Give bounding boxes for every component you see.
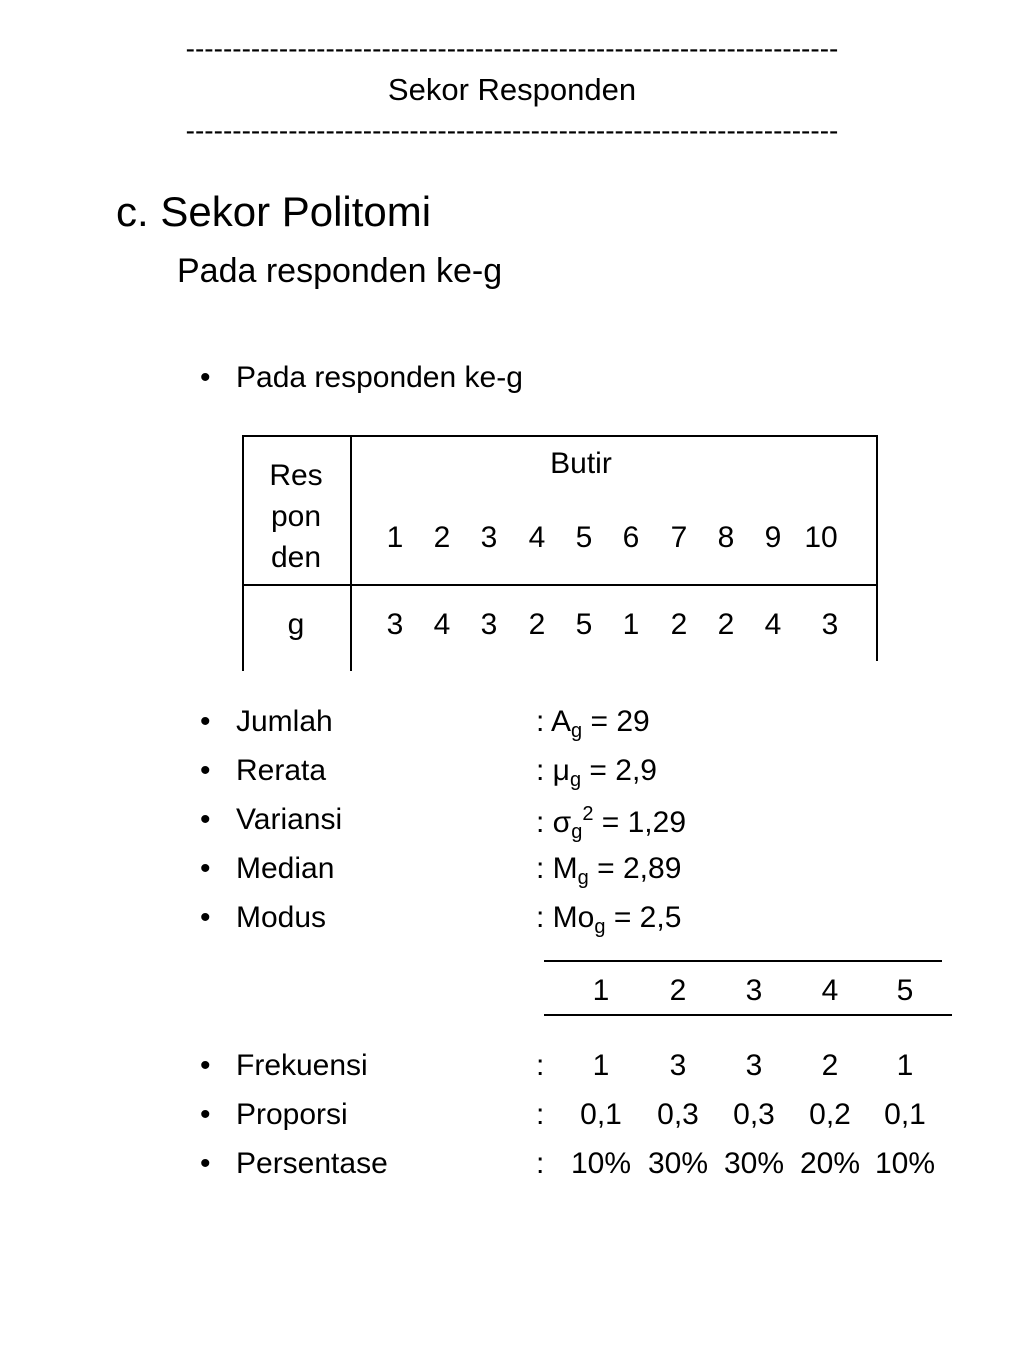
bullet-dot: • [200, 1098, 211, 1131]
bullet-dot: • [200, 901, 211, 934]
column-header: 8 [717, 521, 735, 554]
freq-column-header: 3 [745, 974, 763, 1007]
freq-row-label: Frekuensi [236, 1049, 368, 1082]
row-header-line: Res [269, 459, 323, 492]
score-table [242, 435, 878, 671]
bullet-dot: • [200, 754, 211, 787]
score-cell: 3 [821, 608, 839, 641]
freq-column-header: 4 [821, 974, 839, 1007]
butir-header: Butir [550, 447, 612, 480]
column-header: 10 [804, 521, 838, 554]
freq-cell: 3 [669, 1049, 687, 1082]
section-title: c. Sekor Politomi [116, 188, 432, 235]
score-cell: 2 [717, 608, 735, 641]
table-top-border [242, 435, 878, 437]
column-header: 3 [480, 521, 498, 554]
freq-cell: 0,1 [580, 1098, 622, 1131]
freq-cell: 10% [570, 1147, 632, 1180]
freq-header-rule [544, 1014, 952, 1016]
column-header: 4 [528, 521, 546, 554]
stat-value: : $\sigma_g^2 = 1,29$ [536, 803, 687, 843]
column-header: 9 [764, 521, 782, 554]
stat-label: Median [236, 852, 335, 885]
stat-value: : $Mo_g = 2,5$ [536, 901, 682, 938]
bullet-dot: • [200, 803, 211, 836]
freq-row-label: Persentase [236, 1147, 388, 1180]
freq-cell: 20% [799, 1147, 861, 1180]
column-header: 5 [575, 521, 593, 554]
score-cell: 1 [622, 608, 640, 641]
bullet-dot: • [200, 705, 211, 738]
score-cell: 5 [575, 608, 593, 641]
stat-value: : $M_g = 2,89$ [536, 852, 682, 889]
row-header-line: den [270, 541, 322, 574]
score-cell: 3 [480, 608, 498, 641]
header-bottom-rule: ---------------------------------------------------------------------- [185, 116, 839, 146]
freq-top-rule [544, 960, 942, 962]
freq-cell: 3 [745, 1049, 763, 1082]
table-right-border [876, 435, 878, 661]
bullet-dot: • [200, 1049, 211, 1082]
row-label: g [287, 608, 305, 641]
intro-bullet-text: Pada responden ke-g [236, 361, 523, 394]
column-header: 1 [386, 521, 404, 554]
stat-label: Rerata [236, 754, 327, 787]
header-top-rule: ---------------------------------------------------------------------- [185, 34, 839, 64]
score-cell: 2 [528, 608, 546, 641]
stat-label: Variansi [236, 803, 343, 836]
freq-cell: 1 [592, 1049, 610, 1082]
freq-cell: 30% [723, 1147, 785, 1180]
freq-cell: 1 [896, 1049, 914, 1082]
stat-label: Jumlah [236, 705, 333, 738]
freq-colon: : [536, 1049, 545, 1082]
bullet-dot: • [200, 361, 211, 394]
column-header: 6 [622, 521, 640, 554]
score-cell: 2 [670, 608, 688, 641]
freq-cell: 2 [821, 1049, 839, 1082]
score-cell: 4 [764, 608, 782, 641]
table-header-divider [242, 584, 878, 586]
freq-cell: 0,2 [809, 1098, 851, 1131]
header-title: Sekor Responden [387, 72, 637, 107]
bullet-dot: • [200, 852, 211, 885]
freq-cell: 0,3 [733, 1098, 775, 1131]
freq-column-header: 1 [592, 974, 610, 1007]
freq-colon: : [536, 1147, 545, 1180]
stat-label: Modus [236, 901, 327, 934]
stat-value: : $\mu_g = 2,9$ [536, 754, 657, 791]
freq-cell: 0,3 [657, 1098, 699, 1131]
bullet-dot: • [200, 1147, 211, 1180]
freq-column-header: 5 [896, 974, 914, 1007]
freq-row-label: Proporsi [236, 1098, 348, 1131]
column-header: 7 [670, 521, 688, 554]
freq-cell: 0,1 [884, 1098, 926, 1131]
freq-colon: : [536, 1098, 545, 1131]
freq-column-header: 2 [669, 974, 687, 1007]
column-header: 2 [433, 521, 451, 554]
row-header-cell [242, 455, 350, 578]
freq-cell: 10% [874, 1147, 936, 1180]
freq-cell: 30% [647, 1147, 709, 1180]
row-header-line: pon [270, 500, 322, 533]
score-cell: 3 [386, 608, 404, 641]
score-cell: 4 [433, 608, 451, 641]
table-column-divider [350, 435, 352, 671]
stat-value: : $A_g = 29$ [536, 705, 650, 742]
section-subtitle: Pada responden ke-g [177, 252, 503, 290]
